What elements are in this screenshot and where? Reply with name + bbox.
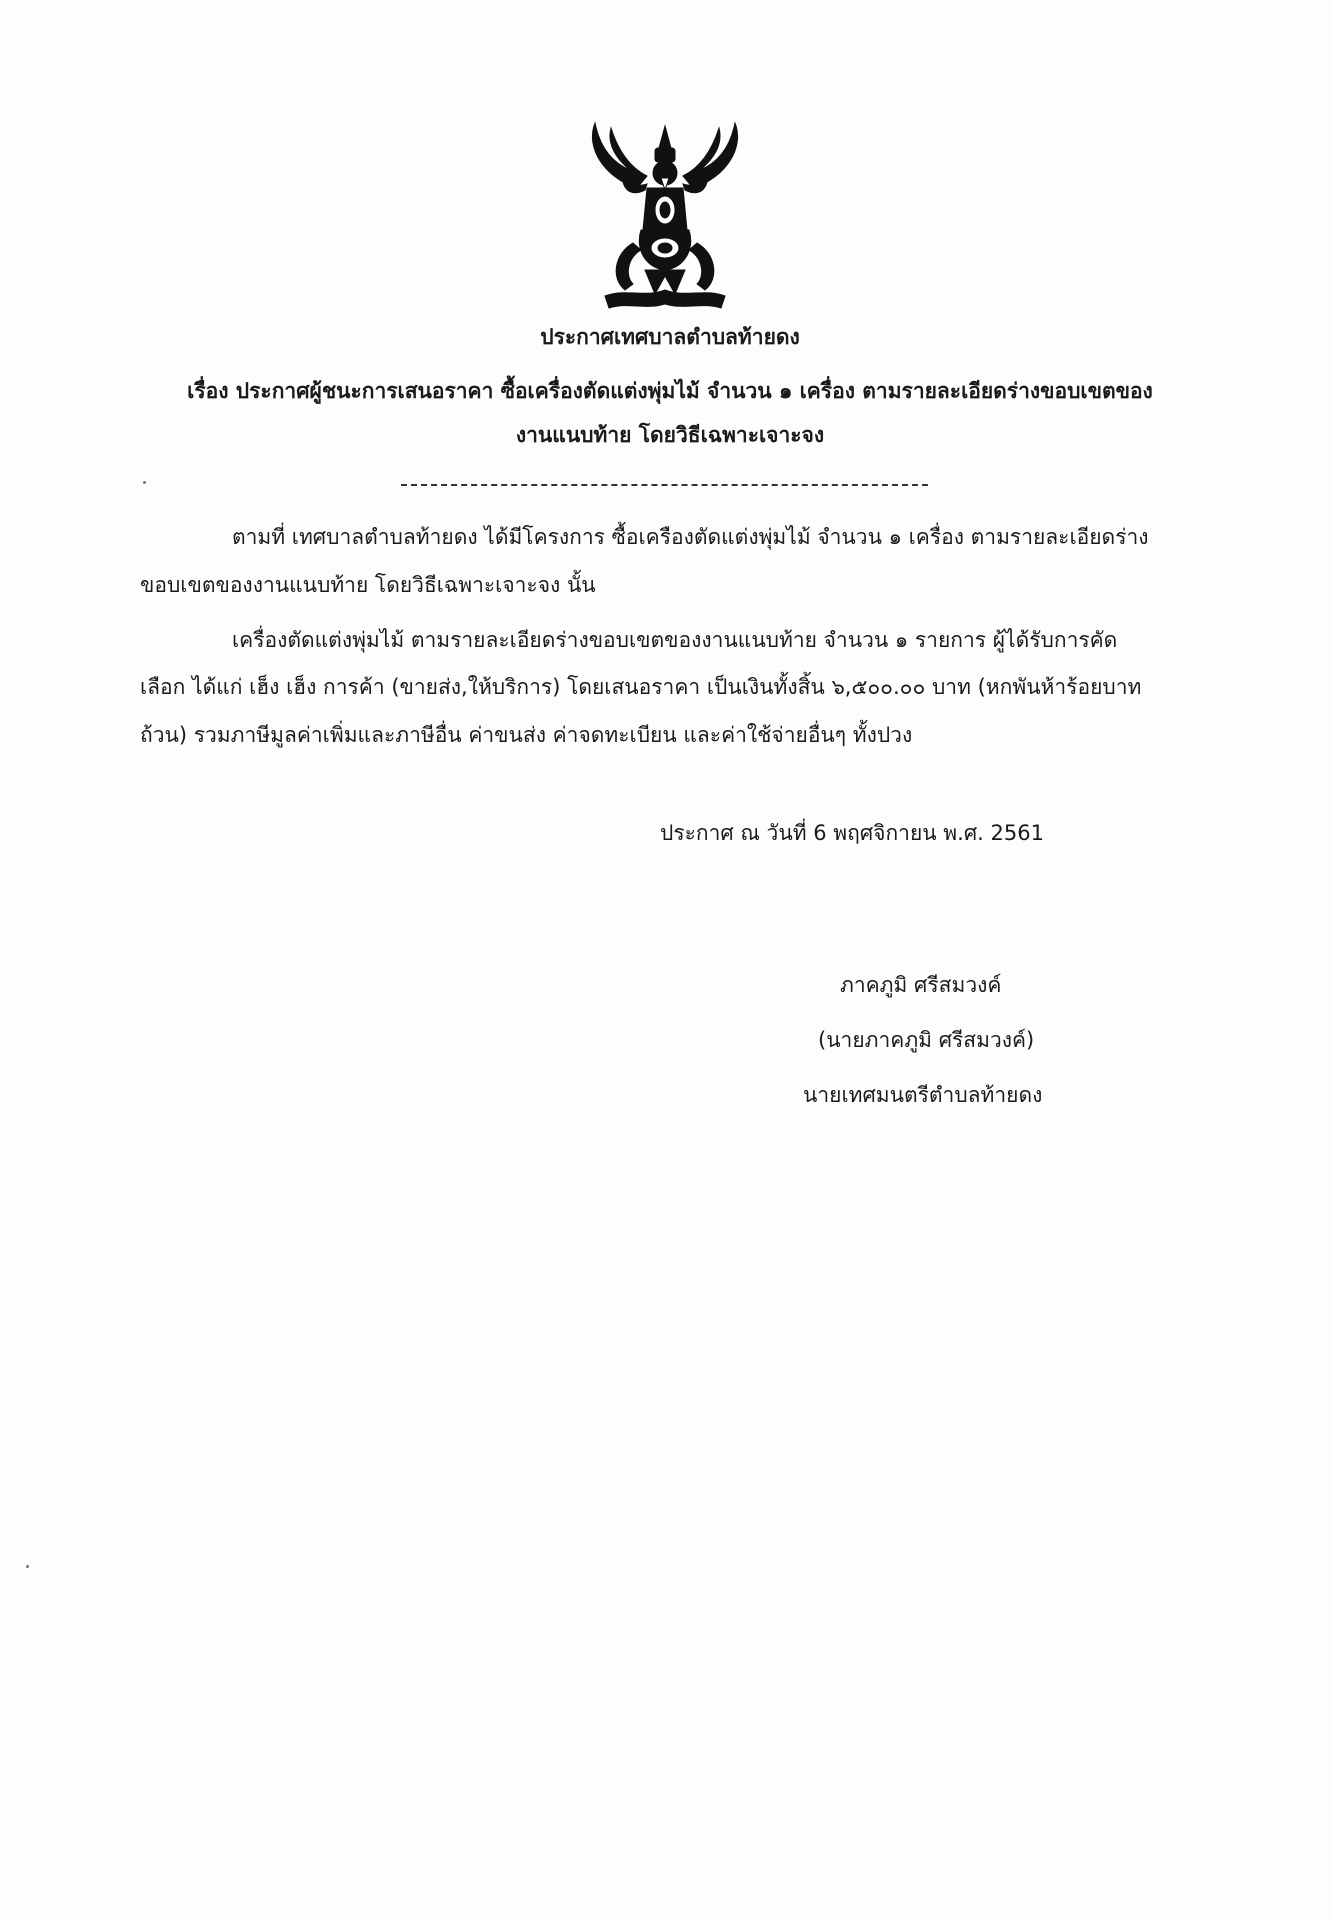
garuda-emblem-icon <box>575 118 755 313</box>
scan-speck <box>143 481 146 484</box>
paragraph-2-line-3: ถ้วน) รวมภาษีมูลค่าเพิ่มและภาษีอื่น ค่าขนส่ง ค่าจดทะเบียน และค่าใช้จ่ายอื่นๆ ทั้งปวง <box>140 723 913 747</box>
paragraph-1-line-1: ตามที่ เทศบาลตำบลท้ายดง ได้มีโครงการ ซื้อเครืองตัดแต่งพุ่มไม้ จำนวน ๑ เครื่อง ตามรายละเอียดร่าง <box>232 525 1149 549</box>
document-subject-line-1: เรื่อง ประกาศผู้ชนะการเสนอราคา ซื้อเครื่องตัดแต่งพุ่มไม้ จำนวน ๑ เครื่อง ตามรายละเอียดร่างขอบเขตของ <box>187 379 1153 403</box>
signature-full-name: (นายภาคภูมิ ศรีสมวงค์) <box>818 1028 1035 1052</box>
announcement-date: ประกาศ ณ วันที่ 6 พฤศจิกายน พ.ศ. 2561 <box>660 821 1044 845</box>
signature-position: นายเทศมนตรีตำบลท้ายดง <box>803 1083 1043 1107</box>
document-subject-line-2: งานแนบท้าย โดยวิธีเฉพาะเจาะจง <box>515 423 825 447</box>
paragraph-2-line-1: เครื่องตัดแต่งพุ่มไม้ ตามรายละเอียดร่างขอบเขตของงานแนบท้าย จำนวน ๑ รายการ ผู้ได้รับการคัด <box>232 628 1118 652</box>
signature-name: ภาคภูมิ ศรีสมวงค์ <box>840 973 1002 997</box>
paragraph-2-line-2: เลือก ได้แก่ เฮ็ง เฮ็ง การค้า (ขายส่ง,ให้บริการ) โดยเสนอราคา เป็นเงินทั้งสิ้น ๖,๕๐๐.๐๐ บาท (หกพันห้าร้อยบาท <box>140 675 1142 699</box>
separator-line <box>401 484 928 486</box>
scan-speck <box>26 1565 29 1568</box>
paragraph-1-line-2: ขอบเขตของงานแนบท้าย โดยวิธีเฉพาะเจาะจง นั้น <box>140 573 596 597</box>
document-heading: ประกาศเทศบาลตำบลท้ายดง <box>540 325 800 349</box>
